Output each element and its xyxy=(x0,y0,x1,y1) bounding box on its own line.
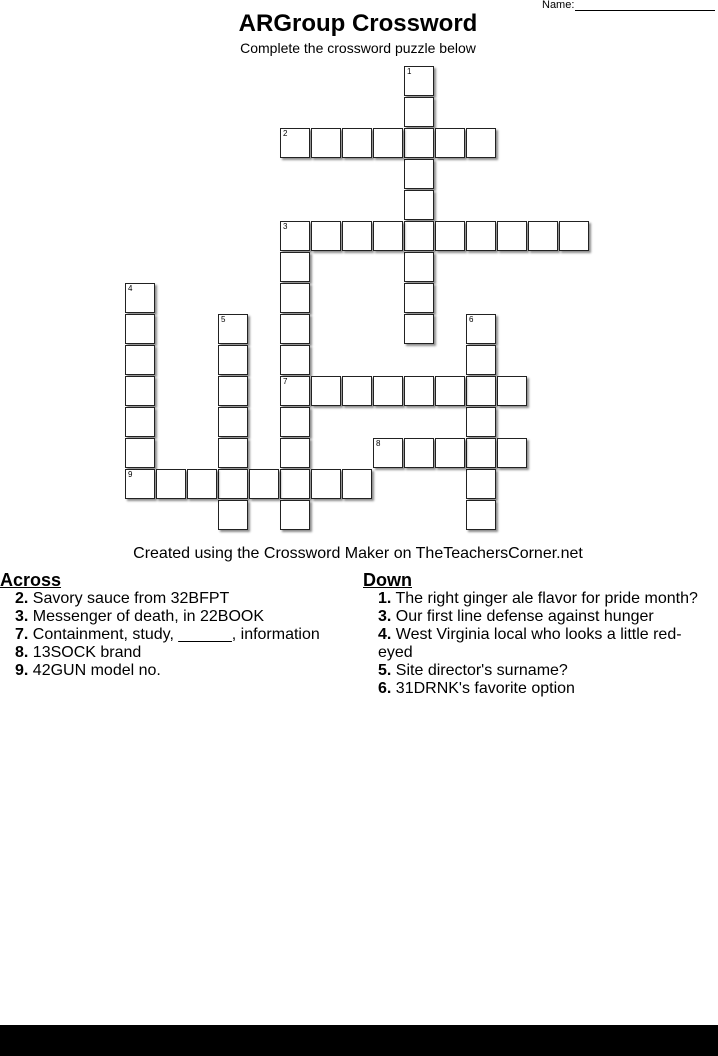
grid-cell[interactable] xyxy=(125,314,155,344)
grid-cell[interactable] xyxy=(125,407,155,437)
down-clue xyxy=(363,680,713,698)
clue-text: Messenger of death, in 22BOOK xyxy=(32,608,265,625)
clue-number: 7. xyxy=(15,626,29,643)
grid-cell[interactable] xyxy=(342,376,372,406)
clue-number: 9. xyxy=(15,662,29,679)
grid-cell[interactable] xyxy=(125,438,155,468)
clue-text: West Virginia local who looks a little red-eyed xyxy=(378,626,682,661)
clue-text: Site director's surname? xyxy=(395,662,568,679)
grid-cell[interactable] xyxy=(404,314,434,344)
grid-cell[interactable] xyxy=(218,407,248,437)
across-clue xyxy=(0,626,345,644)
footer-bar xyxy=(0,1025,718,1056)
cell-number: 2 xyxy=(283,129,288,138)
grid-cell[interactable] xyxy=(280,407,310,437)
grid-cell[interactable] xyxy=(280,469,310,499)
grid-cell[interactable] xyxy=(404,159,434,189)
down-clue xyxy=(363,626,713,662)
clue-text: 31DRNK's favorite option xyxy=(395,680,575,697)
grid-cell[interactable] xyxy=(125,345,155,375)
clue-number: 3. xyxy=(378,608,392,625)
grid-cell[interactable] xyxy=(218,500,248,530)
grid-cell[interactable] xyxy=(528,221,558,251)
cell-number: 9 xyxy=(128,470,133,479)
clue-number: 3. xyxy=(15,608,29,625)
grid-cell[interactable] xyxy=(435,376,465,406)
grid-cell[interactable] xyxy=(404,128,434,158)
grid-cell[interactable] xyxy=(373,438,403,468)
across-clue xyxy=(0,644,345,662)
grid-cell[interactable] xyxy=(280,283,310,313)
cell-number: 8 xyxy=(376,439,381,448)
down-clue xyxy=(363,662,713,680)
grid-cell[interactable] xyxy=(435,221,465,251)
grid-cell[interactable] xyxy=(404,376,434,406)
grid-cell[interactable] xyxy=(466,314,496,344)
grid-cell[interactable] xyxy=(280,376,310,406)
grid-cell[interactable] xyxy=(280,128,310,158)
clue-text: 13SOCK brand xyxy=(32,644,142,661)
across-clue xyxy=(0,608,345,626)
grid-cell[interactable] xyxy=(218,438,248,468)
grid-cell[interactable] xyxy=(404,252,434,282)
grid-cell[interactable] xyxy=(187,469,217,499)
grid-cell[interactable] xyxy=(125,283,155,313)
clue-number: 2. xyxy=(15,590,29,607)
across-clue xyxy=(0,662,345,680)
grid-cell[interactable] xyxy=(559,221,589,251)
grid-cell[interactable] xyxy=(373,128,403,158)
grid-cell[interactable] xyxy=(342,128,372,158)
grid-cell[interactable] xyxy=(249,469,279,499)
grid-cell[interactable] xyxy=(125,469,155,499)
cell-number: 1 xyxy=(407,67,412,76)
grid-cell[interactable] xyxy=(373,376,403,406)
grid-cell[interactable] xyxy=(342,221,372,251)
grid-cell[interactable] xyxy=(466,438,496,468)
clue-number: 5. xyxy=(378,662,392,679)
cell-number: 6 xyxy=(469,315,474,324)
down-clue xyxy=(363,608,713,626)
clue-text: Our first line defense against hunger xyxy=(395,608,654,625)
clue-number: 8. xyxy=(15,644,29,661)
grid-cell[interactable] xyxy=(497,438,527,468)
page-title: ARGroup Crossword xyxy=(238,10,478,37)
name-label: Name: xyxy=(542,0,575,11)
clue-text: Savory sauce from 32BFPT xyxy=(32,590,230,607)
grid-cell[interactable] xyxy=(218,345,248,375)
grid-cell[interactable] xyxy=(218,376,248,406)
cell-number: 4 xyxy=(128,284,133,293)
grid-cell[interactable] xyxy=(218,314,248,344)
grid-cell[interactable] xyxy=(404,221,434,251)
down-heading: Down xyxy=(363,570,412,590)
across-heading: Across xyxy=(0,570,62,590)
across-clue xyxy=(0,590,345,608)
grid-cell[interactable] xyxy=(280,221,310,251)
clue-number: 4. xyxy=(378,626,392,643)
grid-cell[interactable] xyxy=(466,128,496,158)
grid-cell[interactable] xyxy=(218,469,248,499)
cell-number: 7 xyxy=(283,377,288,386)
grid-cell[interactable] xyxy=(466,500,496,530)
clue-number: 6. xyxy=(378,680,392,697)
grid-cell[interactable] xyxy=(435,128,465,158)
clue-text: Containment, study, ______, information xyxy=(32,626,320,643)
page-subtitle: Complete the crossword puzzle below xyxy=(240,40,476,56)
grid-cell[interactable] xyxy=(466,345,496,375)
across-clues xyxy=(0,570,345,680)
grid-cell[interactable] xyxy=(466,407,496,437)
grid-cell[interactable] xyxy=(497,376,527,406)
grid-cell[interactable] xyxy=(280,252,310,282)
grid-cell[interactable] xyxy=(466,469,496,499)
cell-number: 3 xyxy=(283,222,288,231)
grid-cell[interactable] xyxy=(280,345,310,375)
down-clues xyxy=(363,570,713,698)
grid-cell[interactable] xyxy=(311,128,341,158)
grid-cell[interactable] xyxy=(404,438,434,468)
grid-cell[interactable] xyxy=(497,221,527,251)
grid-cell[interactable] xyxy=(156,469,186,499)
grid-cell[interactable] xyxy=(404,66,434,96)
grid-cell[interactable] xyxy=(404,97,434,127)
grid-cell[interactable] xyxy=(404,283,434,313)
credit-text: Created using the Crossword Maker on TheTeachersCorner.net xyxy=(133,545,583,562)
down-clue xyxy=(363,590,713,608)
clue-text: The right ginger ale flavor for pride month? xyxy=(395,590,698,607)
grid-cell[interactable] xyxy=(342,469,372,499)
grid-cell[interactable] xyxy=(311,376,341,406)
grid-cell[interactable] xyxy=(435,438,465,468)
grid-cell[interactable] xyxy=(311,469,341,499)
clue-number: 1. xyxy=(378,590,392,607)
grid-cell[interactable] xyxy=(280,500,310,530)
grid-cell[interactable] xyxy=(466,221,496,251)
grid-cell[interactable] xyxy=(311,221,341,251)
grid-cell[interactable] xyxy=(404,190,434,220)
grid-cell[interactable] xyxy=(373,221,403,251)
clue-text: 42GUN model no. xyxy=(32,662,161,679)
grid-cell[interactable] xyxy=(466,376,496,406)
grid-cell[interactable] xyxy=(280,314,310,344)
grid-cell[interactable] xyxy=(125,376,155,406)
grid-cell[interactable] xyxy=(280,438,310,468)
cell-number: 5 xyxy=(221,315,226,324)
